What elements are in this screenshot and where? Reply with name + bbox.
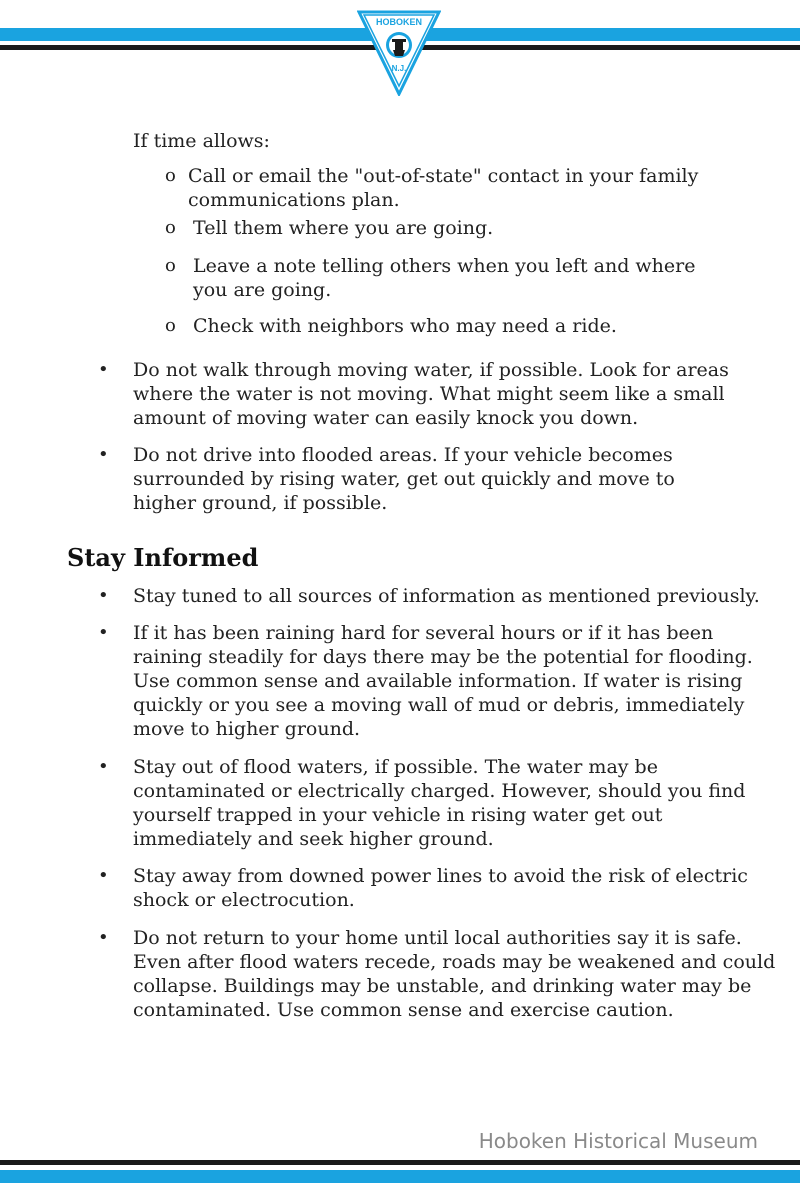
bullet-line: amount of moving water can easily knock you down. — [133, 407, 639, 429]
bullet-line: Use common sense and available information. If water is rising — [133, 670, 743, 692]
bullet-marker: • — [98, 444, 109, 465]
bullet-marker: • — [98, 927, 109, 948]
bullet-line: yourself trapped in your vehicle in rising water get out — [133, 804, 663, 826]
bullet-line: Stay away from downed power lines to avoid the risk of electric — [133, 865, 748, 887]
bullet-line: shock or electrocution. — [133, 889, 355, 911]
bullet-line: where the water is not moving. What might seem like a small — [133, 383, 725, 405]
bullet-marker: • — [98, 865, 109, 886]
bullet-line: move to higher ground. — [133, 718, 361, 740]
sub-item-line: Leave a note telling others when you left and where — [193, 255, 696, 277]
bullet-marker: • — [98, 756, 109, 777]
bottom-black-band — [0, 1160, 800, 1165]
bullet-line: Stay out of flood waters, if possible. The water may be — [133, 756, 658, 778]
intro-text: If time allows: — [133, 130, 270, 152]
seal-bottom-text: N.J. — [391, 64, 407, 73]
bullet-line: If it has been raining hard for several hours or if it has been — [133, 622, 714, 644]
bullet-marker: • — [98, 359, 109, 380]
sub-item-line: Call or email the "out-of-state" contact in your family — [188, 165, 699, 187]
bullet-line: Stay tuned to all sources of information as mentioned previously. — [133, 585, 760, 607]
bullet-line: contaminated or electrically charged. However, should you find — [133, 780, 746, 802]
sub-marker: o — [165, 315, 176, 336]
sub-item-line: communications plan. — [188, 189, 400, 211]
seal-top-text: HOBOKEN — [375, 17, 423, 27]
sub-item-line: Tell them where you are going. — [193, 217, 494, 239]
sub-marker: o — [165, 217, 176, 238]
bullet-line: higher ground, if possible. — [133, 492, 388, 514]
sub-marker: o — [165, 255, 176, 276]
sub-item-line: you are going. — [193, 279, 332, 301]
bullet-line: Do not return to your home until local authorities say it is safe. — [133, 927, 742, 949]
sub-marker: o — [165, 165, 176, 186]
museum-watermark: Hoboken Historical Museum — [478, 1129, 758, 1153]
bullet-line: quickly or you see a moving wall of mud or debris, immediately — [133, 694, 745, 716]
bullet-line: surrounded by rising water, get out quickly and move to — [133, 468, 675, 490]
bullet-marker: • — [98, 622, 109, 643]
hoboken-seal-icon — [357, 10, 441, 96]
bullet-line: collapse. Buildings may be unstable, and drinking water may be — [133, 975, 752, 997]
bullet-line: contaminated. Use common sense and exercise caution. — [133, 999, 674, 1021]
bullet-line: Even after flood waters recede, roads may be weakened and could — [133, 951, 776, 973]
bullet-line: Do not walk through moving water, if possible. Look for areas — [133, 359, 729, 381]
bullet-line: Do not drive into flooded areas. If your vehicle becomes — [133, 444, 673, 466]
bullet-marker: • — [98, 585, 109, 606]
sub-item-line: Check with neighbors who may need a ride. — [193, 315, 617, 337]
section-heading: Stay Informed — [67, 543, 259, 572]
bottom-blue-band — [0, 1170, 800, 1183]
bullet-line: raining steadily for days there may be the potential for flooding. — [133, 646, 753, 668]
bullet-line: immediately and seek higher ground. — [133, 828, 494, 850]
